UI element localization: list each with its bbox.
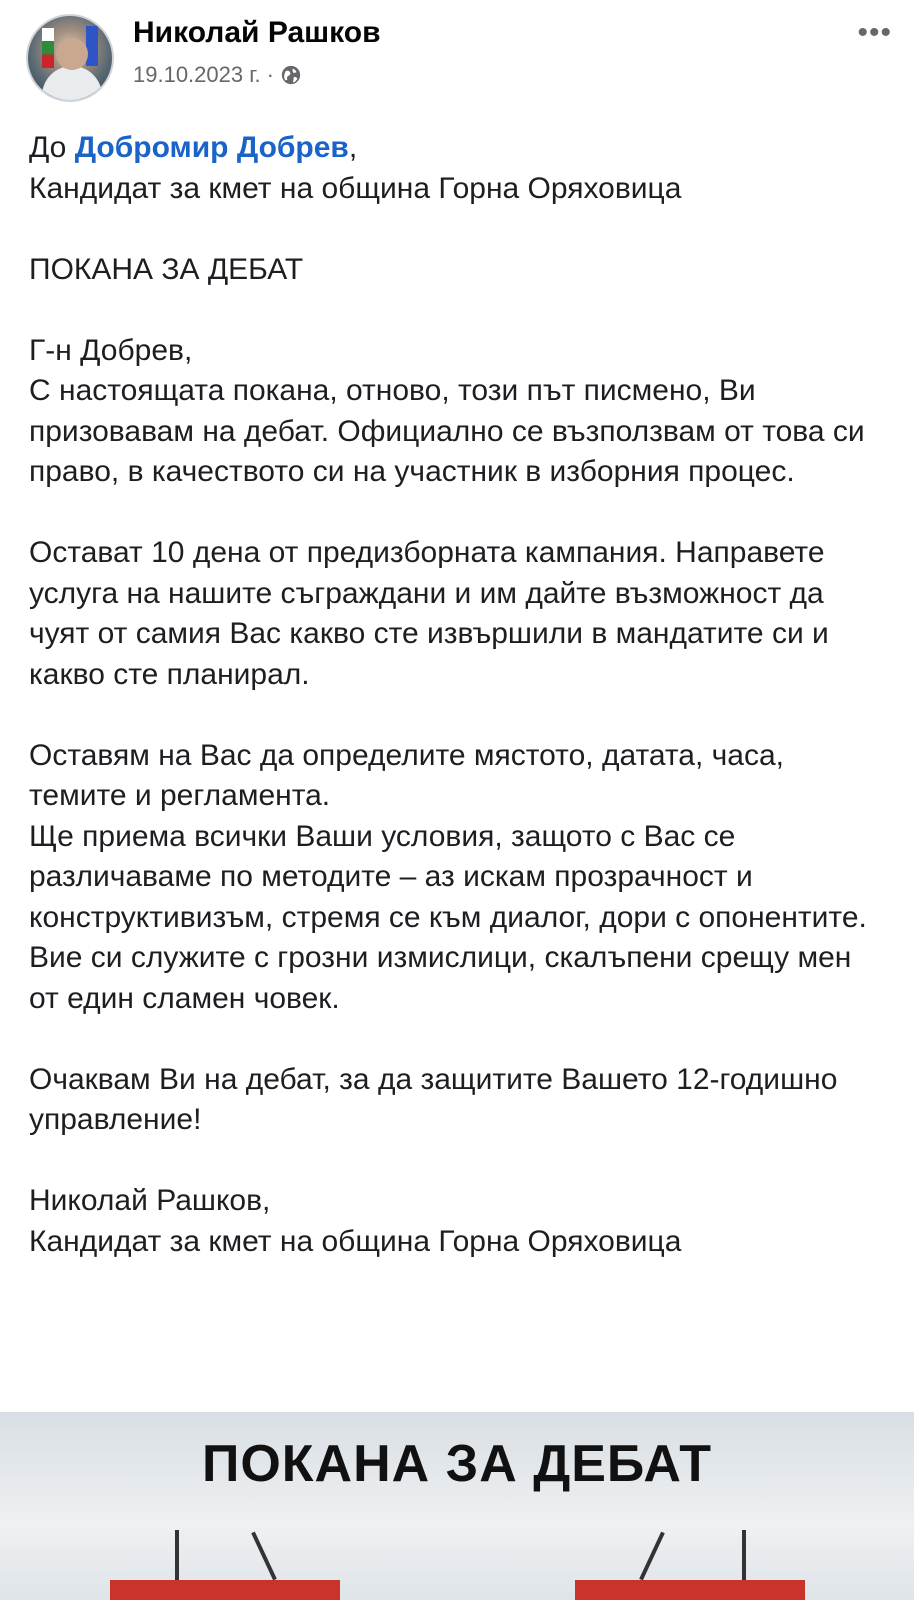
podium-right <box>575 1580 805 1600</box>
signature-title: Кандидат за кмет на община Горна Оряховица <box>29 1224 682 1258</box>
post-paragraph: Остават 10 дена от предизборната кампания. Направете услуга на нашите съграждани и им дайте възможност да чуят от самия Вас какво сте извършили в мандатите си и какво сте планирал. <box>29 536 829 691</box>
post-date[interactable]: 19.10.2023 г. <box>133 62 261 87</box>
post-image[interactable] <box>0 1412 914 1600</box>
post-paragraph: Очаквам Ви на дебат, за да защитите Вашето 12-годишно управление! <box>29 1062 838 1136</box>
post-header <box>0 0 914 115</box>
mention-link[interactable]: Добромир Добрев <box>74 131 349 164</box>
post-line: Кандидат за кмет на община Горна Оряховица <box>29 171 682 205</box>
more-options-icon[interactable]: ••• <box>857 16 892 49</box>
post-line-gap <box>29 493 889 534</box>
globe-icon <box>280 64 302 86</box>
flag-eu <box>86 26 98 66</box>
post-line-gap <box>29 1141 889 1182</box>
post-meta <box>133 62 302 88</box>
post-paragraph: Оставям на Вас да определите мястото, датата, часа, темите и регламента. <box>29 738 784 812</box>
post-line-gap <box>29 290 889 331</box>
post-line-gap <box>29 1019 889 1060</box>
post-line-gap <box>29 695 889 736</box>
podium-left <box>110 1580 340 1600</box>
author-avatar[interactable] <box>26 14 114 102</box>
flag-bulgaria <box>42 28 54 68</box>
post-line: ПОКАНА ЗА ДЕБАТ <box>29 252 304 286</box>
image-title: ПОКАНА ЗА ДЕБАТ <box>201 1435 713 1493</box>
post-line: Г-н Добрев, <box>29 333 193 367</box>
post-line-gap <box>29 209 889 250</box>
avatar-suit <box>42 66 102 102</box>
post-paragraph: Ще приема всички Ваши условия, защото с Вас се различаваме по методите – аз искам прозрачност и конструктивизъм, стремя се към диалог, дори с опонентите. Вие си служите с грозни измислици, скалъпени срещу мен от един сламен човек. <box>29 819 867 1015</box>
microphone <box>639 1532 665 1581</box>
post-paragraph: С настоящата покана, отново, този път писмено, Ви призовавам на дебат. Официално се възползвам от това си право, в качеството си на участник в изборния процес. <box>29 374 865 488</box>
greeting-line: До Добромир Добрев, <box>29 131 358 164</box>
signature-name: Николай Рашков, <box>29 1184 271 1217</box>
microphone <box>742 1530 746 1582</box>
microphone <box>175 1530 179 1582</box>
avatar-head <box>56 38 88 70</box>
microphone <box>251 1532 277 1581</box>
author-name[interactable]: Николай Рашков <box>133 16 381 49</box>
post-text <box>29 128 889 1262</box>
meta-separator: · <box>266 62 274 87</box>
